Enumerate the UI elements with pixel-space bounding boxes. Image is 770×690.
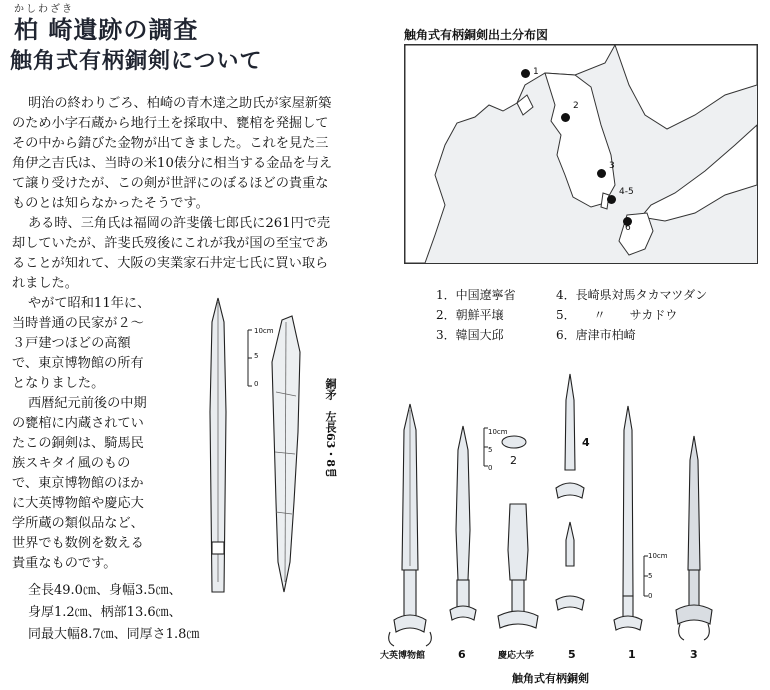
text-line: で、東京博物館のほか: [12, 476, 144, 491]
scale-right-zero: 0: [648, 592, 653, 600]
map-drawing: [405, 45, 757, 263]
legend-item: 1．中国遼寧省: [436, 288, 516, 302]
scale-right-unit: 10cm: [648, 552, 668, 560]
site-label: 4-5: [619, 187, 634, 197]
page-title: 柏 崎遺跡の調査: [14, 16, 199, 44]
site-label: 1: [533, 67, 539, 77]
caption-4: 4: [582, 436, 590, 449]
figure-tag-2: 2: [510, 454, 517, 467]
legend-item: 3．韓国大邱: [436, 328, 504, 342]
site-label: 6: [625, 223, 631, 233]
text-line: たこの銅剣は、騎馬民: [12, 436, 144, 451]
sword-6: [450, 426, 476, 620]
sword-3: [676, 436, 712, 640]
sword-1: [614, 406, 642, 630]
legend-item: 6．唐津市柏崎: [556, 328, 636, 342]
text-line: ることが知れて、大阪の実業家石井定七氏に買い取ら: [12, 256, 329, 271]
text-line: ある時、三角氏は福岡の許斐儀七郎氏に261円で売: [28, 216, 331, 231]
caption-3: 3: [690, 648, 698, 661]
scale-top-mid: 5: [488, 446, 493, 454]
text-line: 角伊之吉氏は、当時の米10俵分に相当する金品を与え: [12, 156, 333, 171]
spear-right: [272, 316, 300, 592]
map-title: 触角式有柄銅剣出土分布図: [404, 28, 549, 42]
text-line: ３戸建つほどの高額: [12, 336, 131, 351]
text-line: て譲り受けたが、この剣が世評にのぼるほどの貴重な: [12, 176, 329, 191]
title-ruby: かしわざき: [14, 4, 74, 15]
site-marker: [607, 195, 616, 204]
caption-1: 1: [628, 648, 636, 661]
caption-british-museum: 大英博物館: [380, 651, 426, 661]
spear-left: [210, 298, 226, 592]
site-marker: [561, 113, 570, 122]
legend-item: 2．朝鮮平壌: [436, 308, 504, 322]
site-marker: [597, 169, 606, 178]
text-line: 西暦紀元前後の中期: [28, 396, 147, 411]
scale-label-zero: 0: [254, 380, 259, 388]
sword-keio: [498, 504, 538, 628]
text-line: その中から錆びた金物が出てきました。これを見た三: [12, 136, 329, 151]
scale-label-unit: 10cm: [254, 327, 274, 335]
pommel-2: [502, 436, 526, 448]
scale-top-zero: 0: [488, 464, 493, 472]
text-line: で、東京博物館の所有: [12, 356, 144, 371]
page-subtitle: 触角式有柄銅剣について: [10, 49, 263, 74]
sword-5: [556, 522, 584, 610]
text-line: 明治の終わりごろ、柏崎の青木達之助氏が家屋新築: [28, 96, 332, 111]
text-line: となりました。: [12, 376, 105, 391]
text-line: に大英博物館や慶応大: [12, 496, 144, 511]
site-label: 2: [573, 101, 579, 111]
scale-right-mid: 5: [648, 572, 653, 580]
sword-figures: [380, 370, 760, 654]
spec-line: 身厚1.2㎝、柄部13.6㎝、: [28, 605, 182, 620]
figure-title: 触角式有柄銅剣: [512, 672, 589, 685]
text-line: 当時普通の民家が２～: [12, 316, 144, 331]
legend-item: 4．長崎県対馬タカマツダン: [556, 288, 708, 302]
sword-british-museum: [389, 404, 432, 646]
legend-item: 5． 〃 サカドウ: [556, 308, 678, 322]
caption-5: 5: [568, 648, 576, 661]
caption-6: 6: [458, 648, 466, 661]
spear-illustration: [200, 292, 340, 602]
text-line: ものとは知らなかったそうです。: [12, 196, 209, 211]
text-line: 族スキタイ風のもの: [12, 456, 131, 471]
text-line: 貴重なものです。: [12, 556, 117, 571]
spec-line: 同最大幅8.7㎝、同厚さ1.8㎝: [28, 627, 200, 642]
sword-4: [556, 374, 584, 498]
spec-line: 全長49.0㎝、身幅3.5㎝、: [28, 583, 182, 598]
text-line: の甕棺に内蔵されてい: [12, 416, 144, 431]
site-marker: [521, 69, 530, 78]
spear-caption: 銅矛 左長63・8㎝: [324, 378, 337, 478]
site-label: 3: [609, 161, 615, 171]
text-line: のため小字石蔵から地行土を採取中、甕棺を発掘して: [12, 116, 329, 131]
scale-label-mid: 5: [254, 352, 259, 360]
text-line: 却していたが、許斐氏歿後にこれが我が国の至宝であ: [12, 236, 329, 251]
distribution-map: [404, 44, 758, 264]
scale-bar: [248, 330, 252, 386]
caption-keio: 慶応大学: [498, 651, 535, 661]
text-line: やがて昭和11年に、: [28, 296, 151, 311]
scale-top-unit: 10cm: [488, 428, 508, 436]
text-line: れました。: [12, 276, 78, 291]
text-line: 世界でも数例を数える: [12, 536, 144, 551]
text-line: 学所蔵の類似品など、: [12, 516, 144, 531]
